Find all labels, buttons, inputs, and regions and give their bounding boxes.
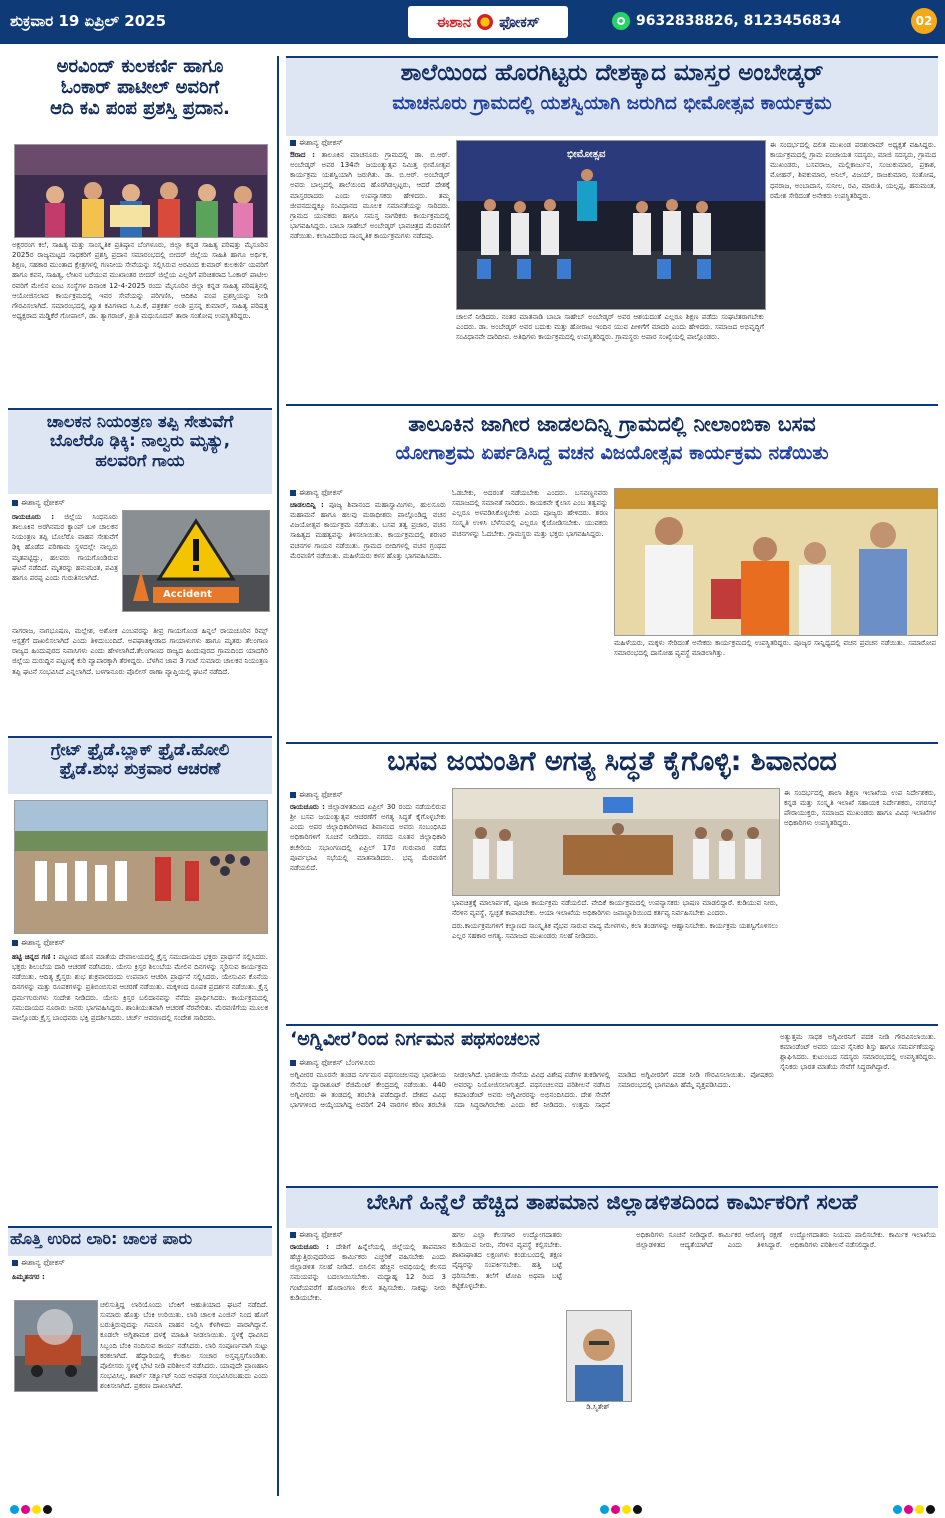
heat-headline-text: ಬೇಸಿಗೆ ಹಿನ್ನೆಲೆ ಹೆಚ್ಚಿದ ತಾಪಮಾನ ಜಿಲ್ಲಾಡಳಿತದಿಂದ ಕಾರ್ಮಿಕರಿಗೆ ಸಲಹೆ xyxy=(366,1190,858,1215)
heat-dateline: ರಾಯಚೂರು : xyxy=(290,1243,329,1251)
heat-byline-text: ಈಶಾನ್ಯ ಫೋಕಸ್ xyxy=(299,1230,343,1239)
vachana-headline xyxy=(288,412,936,484)
goodfriday-dateline: ಹಟ್ಟಿ ಚಿನ್ನದ ಗಣಿ : xyxy=(12,953,56,961)
phone-numbers: 9632838826, 8123456834 xyxy=(636,13,842,29)
column-divider xyxy=(277,56,279,1496)
byline-bullet-icon xyxy=(290,1060,296,1066)
bhimotsava-headline-line-2: ಮಾಚನೂರು ಗ್ರಾಮದಲ್ಲಿ ಯಶಸ್ವಿಯಾಗಿ ಜರುಗಿದ ಭೀಮೋತ್ಸವ ಕಾರ್ಯಕ್ರಮ xyxy=(392,93,832,115)
heat-body-left-text: ದೇಶಿಗೆ ಹಿನ್ನೆಲೆಯಲ್ಲಿ ಜಿಲ್ಲೆಯಲ್ಲಿ ತಾಪಮಾನ ಹೆಚ್ಚುತ್ತಿರುವುದರಿಂದ ಕಾರ್ಮಿಕರು ಎಚ್ಚರಿಕೆ ವಹಿಸಬೇಕು ಎಂದು ಜಿಲ್ಲಾಡಳಿತ ಸಲಹೆ ನೀಡಿದೆ. ಬಿಸಿಲಿನ ಹೆಚ್ಚಿನ ಅವಧಿಯಲ್ಲಿ ಕೆಲಸದ ಸಮಯವನ್ನು ಬದಲಾಯಿಸಬೇಕು. ಮಧ್ಯಾಹ್ನ 12 ರಿಂದ 3 ಗಂಟೆಯವರೆಗೆ ಹೊರಾಂಗಣ ಕೆಲಸ ತಪ್ಪಿಸಬೇಕು. ಸಾಕಷ್ಟು ನೀರು ಕುಡಿಯಬೇಕು. xyxy=(290,1243,446,1302)
byline-bullet-icon xyxy=(290,792,296,798)
lorry-headline-text: ಹೊತ್ತಿ ಉರಿದ ಲಾರಿ: ಚಾಲಕ ಪಾರು xyxy=(10,1230,193,1248)
accident-photo xyxy=(122,510,270,612)
agniveer-byline xyxy=(290,1056,490,1070)
registration-marks-left xyxy=(10,1505,52,1514)
byline-bullet-icon xyxy=(12,1260,18,1266)
agniveer-headline-text: ‘ಅಗ್ನಿವೀರ’ರಿಂದ ನಿರ್ಗಮನ ಪಥಸಂಚಲನ xyxy=(290,1028,540,1050)
accident-dateline: ರಾಯಚೂರು : xyxy=(12,513,55,521)
bhimotsava-body-left xyxy=(290,150,450,388)
vachana-body-left-text: ಪೂಜ್ಯ ಶಿವಾನಂದ ಮಹಾಸ್ವಾಮಿಗಳು, ಹುಲಸೂರು ಮಹಾಮನೆ ಹಾಗೂ ಹಲವು ಮಠಾಧೀಶರು ಪಾಲ್ಗೊಂಡಿದ್ದ ವಚನ ವಿಜಯೋತ್ಸವ ಕಾರ್ಯಕ್ರಮ ನಡೆಯಿತು. ಬಸವ ತತ್ವ ಪ್ರಚಾರ, ವಚನ ಸಾಹಿತ್ಯದ ಮಹತ್ವವನ್ನು ತಿಳಿಸಲಾಯಿತು. ಕಾರ್ಯಕ್ರಮದಲ್ಲಿ ಶರಣರ ವಚನಗಳ ಗಾಯನ ನಡೆಯಿತು. ಗ್ರಾಮದ ಬೀದಿಗಳಲ್ಲಿ ವಚನ ಗ್ರಂಥದ ಮೆರವಣಿಗೆ ನಡೆಯಿತು. ಮಹಿಳೆಯರು ಕಳಸ ಹೊತ್ತು ಭಾಗವಹಿಸಿದರು. xyxy=(290,501,446,560)
issue-date: ಶುಕ್ರವಾರ 19 ಏಪ್ರಿಲ್ 2025 xyxy=(10,12,167,30)
person-portrait-graphic xyxy=(567,1311,631,1401)
vachana-headline-line-1: ತಾಲೂಕಿನ ಜಾಗೀರ ಜಾಡಲದಿನ್ನಿ ಗ್ರಾಮದಲ್ಲಿ ನೀಲಾಂಬಿಕಾ ಬಸವ xyxy=(408,412,816,436)
basava-body-left xyxy=(290,802,446,1020)
bhimotsava-byline-text: ಈಶಾನ್ಯ ಫೋಕಸ್ xyxy=(299,138,343,147)
bhimotsava-byline xyxy=(290,136,450,150)
accident-body-side-text: ಜಿಲ್ಲೆಯ ಸಿಂಧನೂರು ತಾಲೂಕಿನ ಅರಗಿನಮರ ಕ್ಯಾಂಪ್ ಬಳಿ ಚಾಲಕನ ನಿಯಂತ್ರಣ ತಪ್ಪಿ ಬೊಲೆರೊ ವಾಹನ ಸೇತುವೆಗೆ ಢಿಕ್ಕಿ ಹೊಡೆದ ಪರಿಣಾಮ ಸ್ಥಳದಲ್ಲೇ ನಾಲ್ವರು ಮೃತಪಟ್ಟಿದ್ದು, ಹಲವರು ಗಾಯಗೊಂಡಿರುವ ಘಟನೆ ನಡೆದಿದೆ. ಮೃತರನ್ನು ಹನುಮಂತ, ಪವಿತ್ರ ಹಾಗೂ ಪರಪ್ಪ ಎಂದು ಗುರುತಿಸಲಾಗಿದೆ. xyxy=(12,513,118,582)
vachana-headline-line-2: ಯೋಗಾಶ್ರಮ ಏರ್ಪಡಿಸಿದ್ದ ವಚನ ವಿಜಯೋತ್ಸವ ಕಾರ್ಯಕ್ರಮ ನಡೆಯಿತು xyxy=(395,442,829,465)
lorry-body-top xyxy=(12,1272,268,1302)
goodfriday-byline-text: ಈಶಾನ್ಯ ಫೋಕಸ್ xyxy=(21,938,65,947)
accident-byline-text: ಈಶಾನ್ಯ ಫೋಕಸ್ xyxy=(21,498,65,507)
accident-byline xyxy=(12,496,268,510)
accident-body: ನಾಗರಾಜ, ನಾಗಭೂಷಣ, ಮಲ್ಲೇಶ, ಅಶೋಕ ಎಂಬವರನ್ನು ತೀವ್ರ ಗಾಯಗೊಂಡ ಹಿನ್ನಲೆ ರಾಯಚೂರಿನ ರಿಮ್ಸ್ ಆಸ್ಪತ್ರೆಗೆ ದಾಖಲಿಸಲಾಗಿದೆ ಎಂದು ತಿಳಿದುಬಂದಿದೆ. ಅಪಘಾತಕ್ಕೀಡಾದ ಗಾಯಾಳುಗಳು ಹಾಗೂ ಮೃತರು ತೆಲಂಗಾಣ ರಾಜ್ಯದ ಹಿಂದುಪುರದ ನಿವಾಸಿಗಳು ಎಂದು ಹೇಳಲಾಗಿದೆ.ತೆಲಂಗಾಣದ ರಾಜ್ಯದ ಹಿಂದುಪುರದ ಗ್ರಾಮದಿಂದ ಯಾದಗಿರಿ ಜಿಲ್ಲೆಯ ದುರುದ್ದಿನ ಪಟ್ಟಣಕ್ಕೆ ಕುರಿ ವ್ಯಾಪಾರಕ್ಕಾಗಿ ತೆರಳಿದ್ದರು. ಬೆಳಗಿನ ಜಾವ 3 ಗಂಟೆ ಸುಮಾರು ಚಾಲಕನ ನಿಯಂತ್ರಣ ತಪ್ಪಿ ಘಟನೆ ಸಂಭವಿಸಿದೆ ಎನ್ನಲಾಗಿದೆ. ಬಳಗಾನೂರು ಪೊಲೀಸ್ ಠಾಣಾ ವ್ಯಾಪ್ತಿಯಲ್ಲಿ ಘಟನೆ ನಡೆದಿದೆ. xyxy=(12,627,268,676)
accident-headline-line-3: ಹಲವರಿಗೆ ಗಾಯ xyxy=(95,450,185,470)
bhimotsava-body-left-text: ತಾಲೂಕಿನ ಮಾಚನೂರು ಗ್ರಾಮದಲ್ಲಿ ಡಾ. ಬಿ.ಆರ್. ಅಂಬೇಡ್ಕರ್ ಅವರ 134ನೇ ಜಯಂತ್ಯುತ್ಸವ ನಿಮಿತ್ತ ಭೀಮೋತ್ಸವ ಕಾರ್ಯಕ್ರಮ ಯಶಸ್ವಿಯಾಗಿ ಜರುಗಿತು. ಡಾ. ಬಿ.ಆರ್. ಅಂಬೇಡ್ಕರ್ ಅವರು ಬಾಲ್ಯದಲ್ಲಿ ಶಾಲೆಯಿಂದ ಹೊರಗಿಡಲ್ಪಟ್ಟರು, ಆದರೆ ದೇಶಕ್ಕೆ ಮಾಸ್ತರರಾದರು ಎಂದು ಉಪನ್ಯಾಸಕರು ಹೇಳಿದರು. ತಮ್ಮ ಜೀವನದುದ್ದಕ್ಕೂ ಸಂವಿಧಾನದ ಮೂಲಕ ಸಮಾನತೆಯನ್ನು ಸಾರಿದರು. ಗ್ರಾಮದ ಯುವಕರು ಹಾಗೂ ಸಮಸ್ತ ನಾಗರಿಕರು ಕಾರ್ಯಕ್ರಮದಲ್ಲಿ ಭಾಗವಹಿಸಿದ್ದರು. ಬಾಬಾ ಸಾಹೇಬ್ ಅಂಬೇಡ್ಕರ್ ಭಾವಚಿತ್ರದ ಮೆರವಣಿಗೆ ನಡೆಯಿತು. ಕಲಾವಿದರಿಂದ ಸಾಂಸ್ಕೃತಿಕ ಕಾರ್ಯಕ್ರಮಗಳು ನಡೆದವು. xyxy=(290,151,450,241)
heat-body-right: ಅಧಿಕಾರಿಗಳು ಸೂಚನೆ ನೀಡಿದ್ದಾರೆ. ಕಾರ್ಮಿಕರ ಆರೋಗ್ಯ ರಕ್ಷಣೆ ಜಿಲ್ಲಾಡಳಿತದ ಆದ್ಯತೆಯಾಗಿದೆ ಎಂದು ತಿಳಿಸಿದ್ದಾರೆ. ಉದ್ಯೋಗದಾತರು ನಿಯಮ ಪಾಲಿಸಬೇಕು. ಕಾರ್ಮಿಕ ಇಲಾಖೆಯ ಅಧಿಕಾರಿಗಳು ಪರಿಶೀಲನೆ ನಡೆಸಲಿದ್ದಾರೆ. xyxy=(636,1231,936,1250)
goodfriday-body xyxy=(12,952,268,1202)
vachana-body-left xyxy=(290,500,446,740)
heat-person-caption: ಡಿ.ಸ್ಮಿತೇಶ್ xyxy=(586,1403,610,1411)
goodfriday-byline xyxy=(12,936,268,950)
pampa-body: ಅಕ್ಷರರಂಗ ಕಲೆ, ಸಾಹಿತ್ಯ ಮತ್ತು ಸಾಂಸ್ಕೃತಿಕ ಪ್ರತಿಷ್ಠಾನ ಬೆಂಗಳೂರು, ಜಿಲ್ಲಾ ಕನ್ನಡ ಸಾಹಿತ್ಯ ಪರಿಷತ್ತು ಮೈಸೂರಿನ 2025ರ ರಾಜ್ಯಮಟ್ಟದ ಸಾಧಕರಿಗೆ ಪ್ರಶಸ್ತಿ ಪ್ರದಾನ ಸಮಾರಂಭದಲ್ಲಿ ಬೀದರ್ ಜಿಲ್ಲೆಯ ಸಾಹಿತಿ ಹಾಗೂ ಅರ್ಥಿಕ, ಶಿಕ್ಷಣ, ಸಹಕಾರ ಮುಂತಾದ ಕ್ಷೇತ್ರಗಳಲ್ಲಿ ಗಣನೀಯ ಸೇವೆಯನ್ನು ಸಲ್ಲಿಸಿರುವ ಅರವಿಂದ ಕುಮಾರ್ ಕುಲಕರ್ಣಿ ಯವರಿಗೆ ಹಾಗೂ ಕವನ, ಸಾಹಿತ್ಯ, ಲೇಖನ ಬರೆಯುವ ಮುಖಾಂತರ ಬೀದರ್ ಜಿಲ್ಲೆಯ ಎಲ್ಲರಿಗೆ ಪರಿಚಿತರಾದ ಓಂಕಾರ್ ಪಾಟೀಲ ರವರಿಗೆ ಮೇಲಿನ ಐಂಟ ಸಂಸ್ಥೆಗಳ ದಿನಾಂಕ 12-4-2025 ರಂದು ಮೈಸೂರಿನ ಜಿಲ್ಲಾ ಕನ್ನಡ ಸಾಹಿತ್ಯ ಪರಿಷತ್ತಿನಲ್ಲಿ ಆಯೋಜಿಸಲಾದ ಕಾರ್ಯಕ್ರಮದಲ್ಲಿ ಇವರ ಸೇವೆಯನ್ನು ಪರಿಗಣಿಸಿ, ಆದಿಕವಿ ಪಂಪ ಪ್ರಶಸ್ತಿಯನ್ನು ನೀಡಿ ಗೌರವಿಸಲಾಗಿದೆ. ಸಮಾರಂಭದಲ್ಲಿ ಖ್ಯಾತ ಕವಿಗಳಾದ ಸಿ.ಪಿ.ಕೆ, ಪತ್ರಕರ್ತ ಅಂಶಿ ಪ್ರಸನ್ನ ಕುಮಾರ್, ಸಾಹಿತ್ಯ ಪರಿಷತ್ತ ಅಧ್ಯಕ್ಷರಾದ ಮಡ್ಡಿಕೆರೆ ಗೋಪಾಲ್, ಡಾ. ತ್ಯಾಗರಾಜ್, ಶ್ರುತಿ ಮಧುಸೂದನ್ ತಾರಾ ಸಂತೋಷ ಉಪಸ್ಥಿತರಿದ್ದರು. xyxy=(12,241,268,320)
vachana-body-right: ಮಹಿಳೆಯರು, ಮಕ್ಕಳು ಸೇರಿದಂತೆ ಅನೇಕರು ಕಾರ್ಯಕ್ರಮದಲ್ಲಿ ಉಪಸ್ಥಿತರಿದ್ದರು. ಪೂಜ್ಯರ ಸಾನ್ನಿಧ್ಯದಲ್ಲಿ ವಚನ ಪ್ರವಚನ ನಡೆಯಿತು. ಸಮಾರೋಪ ಸಮಾರಂಭದಲ್ಲಿ ದಾಸೋಹ ವ್ಯವಸ್ಥೆ ಮಾಡಲಾಗಿತ್ತು. xyxy=(614,639,936,658)
goodfriday-headline xyxy=(10,740,270,794)
pampa-headline xyxy=(10,56,270,138)
logo-text-part2: ಫೋಕಸ್ xyxy=(499,13,540,31)
basava-dateline: ರಾಯಚೂರು : xyxy=(290,803,325,811)
basava-meeting-graphic xyxy=(453,789,779,895)
bhimotsava-photo xyxy=(456,140,766,310)
goodfriday-headline-line-1: ಗ್ರೇಟ್ ಫ್ರೈಡೆ.ಬ್ಲಾಕ್ ಫ್ರೈಡೆ.ಹೋಲಿ xyxy=(50,740,230,759)
agniveer-body: ಅಗ್ನಿವೀರರ ಮೂರನೇ ತಂಡದ ನಿರ್ಗಮನ ಪಥಸಂಚಲನವು ಭಾರತೀಯ ಸೇನೆಯ ಪ್ಯಾರಾಶೂಟ್ ರೆಜಿಮೆಂಟ್ ಕೇಂದ್ರದಲ್ಲಿ ನಡೆಯಿತು. 440 ಅಗ್ನಿವೀರರು ಈ ತಂಡದಲ್ಲಿ ತರಬೇತಿ ಪಡೆದಿದ್ದಾರೆ. ದೇಶದ ವಿವಿಧ ಭಾಗಗಳಿಂದ ಆಯ್ಕೆಯಾಗಿದ್ದ ಅವರಿಗೆ 24 ವಾರಗಳ ಕಠಿಣ ತರಬೇತಿ ನೀಡಲಾಗಿದೆ. ಭಾರತೀಯ ಸೇನೆಯ ವಿವಿಧ ವಿಶೇಷ ಪಡೆಗಳ ತುಕಡಿಗಳಲ್ಲಿ ಅವರನ್ನು ನಿಯೋಜಿಸಲಾಗುತ್ತದೆ. ಪಥಸಂಚಲನದ ಪರಿಶೀಲನೆ ನಡೆಸಿದ ಕಮಾಂಡೆಂಟ್ ಅವರು ಅಗ್ನಿವೀರರನ್ನು ಅಭಿನಂದಿಸಿದರು. ದೇಶ ಸೇವೆಗೆ ಸದಾ ಸಿದ್ಧರಾಗಿರಬೇಕು ಎಂದು ಕರೆ ನೀಡಿದರು. ಉತ್ತಮ ಸಾಧನೆ ಮಾಡಿದ ಅಗ್ನಿವೀರರಿಗೆ ಪದಕ ನೀಡಿ ಗೌರವಿಸಲಾಯಿತು. ಪೋಷಕರು ಸಮಾರಂಭದಲ್ಲಿ ಭಾಗವಹಿಸಿ ಹೆಮ್ಮೆ ವ್ಯಕ್ತಪಡಿಸಿದರು. xyxy=(290,1071,774,1110)
vachana-photo xyxy=(614,488,938,636)
goodfriday-headline-line-2: ಫ್ರೈಡೆ.ಶುಭ ಶುಕ್ರವಾರ ಆಚರಣೆ xyxy=(59,759,221,779)
registration-marks-mid xyxy=(600,1505,642,1514)
vachana-photo-graphic xyxy=(615,489,937,635)
pampa-headline-line-1: ಅರವಿಂದ್ ಕುಲಕರ್ಣಿ ಹಾಗೂ xyxy=(56,56,224,77)
accident-headline-line-1: ಚಾಲಕನ ನಿಯಂತ್ರಣ ತಪ್ಪಿ ಸೇತುವೆಗೆ xyxy=(46,412,234,431)
accident-headline-line-2: ಬೊಲೆರೊ ಢಿಕ್ಕಿ: ನಾಲ್ವರು ಮೃತ್ಯು, xyxy=(49,431,231,451)
bhimotsava-photo-banner: ಭೀಮೋತ್ಸವ xyxy=(567,149,606,160)
lorry-dateline: ಹಿಮ್ಮತನಗರ : xyxy=(12,1273,45,1281)
whatsapp-icon xyxy=(612,12,630,30)
byline-bullet-icon xyxy=(290,140,296,146)
goodfriday-body-text: ಪಟ್ಟಣದ ಹೊಸ ಮಾತೆಯ ದೇವಾಲಯದಲ್ಲಿ ಕ್ರೈಸ್ತ ಸಮುದಾಯದ ಭಕ್ತರು ಪ್ರಾರ್ಥನೆ ಸಲ್ಲಿಸಿದರು. ಭಕ್ತರು ಶಿಲುಬೆಯ ದಾರಿ ಆಚರಣೆ ನಡೆಸಿದರು. ಯೇಸು ಕ್ರಿಸ್ತರ ಶಿಲುಬೆಯ ಮೇಲಿನ ದಿನಗಳನ್ನು ಸ್ಮರಿಸುವ ಕಾರ್ಯಕ್ರಮ ನಡೆಯಿತು. ಆದಿತ್ಯ ಕ್ರೈಸ್ತರು ಶುಭ ಶುಕ್ರವಾರದಂದು ಉಪವಾಸ ಆಚರಿಸಿ ಪ್ರಾರ್ಥನೆ ಸಲ್ಲಿಸಿದರು. ಯೇಸುವಿನ ಕೊನೆಯ ದಿನಗಳನ್ನು ಮತ್ತು ರೂಪಕಗಳನ್ನು ಪ್ರತಿಬಿಂಬಿಸುವ ಆಚರಣೆ ನಡೆಯಿತು. ಮಕ್ಕಳಿಂದ ರೂಪಕ ಪ್ರದರ್ಶನ ನಡೆಯಿತು. ಕ್ರೈಸ್ತ ಧರ್ಮಗುರುಗಳು ಸಂದೇಶ ನೀಡಿದರು. ಯೇಸು ಕ್ರಿಸ್ತರ ಬಲಿದಾನವನ್ನು ನೆನೆದು ಪ್ರಾರ್ಥಿಸಿದರು. ಕಾರ್ಯಕ್ರಮದಲ್ಲಿ ಸಮುದಾಯದ ನೂರಾರು ಜನರು ಭಾಗವಹಿಸಿದ್ದರು. ಶಾಂತಿಯುತವಾಗಿ ಆಚರಣೆ ನೆರವೇರಿತು. ಮೆರವಣಿಗೆಯ ಮೂಲಕ ಪಾಲ್ಗೊಂಡು ಕ್ರೈಸ್ತ ಬಾಂಧವರು ಭಕ್ತಿ ಪ್ರದರ್ಶಿಸಿದರು. ಚರ್ಚ್ ಆವರಣದಲ್ಲಿ ಸಂದೇಶ ಸಾರಿದರು. xyxy=(12,953,268,1022)
bhimotsava-headline-line-1: ಶಾಲೆಯಿಂದ ಹೊರಗಿಟ್ಟರು ದೇಶಕ್ಕಾದ ಮಾಸ್ತರ ಅಂಬೇಡ್ಕರ್ xyxy=(400,60,824,86)
byline-bullet-icon xyxy=(12,940,18,946)
heat-headline xyxy=(288,1190,936,1224)
vachana-byline-text: ಈಶಾನ್ಯ ಫೋಕಸ್ xyxy=(299,488,343,497)
basava-body-bottom-text: ದರು.ಕಾರ್ಯಕ್ರಮಗಳಿಗೆ ಕಲ್ಯಾಣದ ಸಾಂಸ್ಕೃತಿಕ ವೈಭವ ಸಾರುವ ವಾದ್ಯ ಮೇಳಗಳು, ಕಲಾ ತಂಡಗಳನ್ನು ಆಹ್ವಾನಿಸಬೇಕು. ಕಾರ್ಯಕ್ರಮ ಯಶಸ್ವಿಗೊಳಿಸಲು ಎಲ್ಲರ ಸಹಕಾರ ಅಗತ್ಯ. ಸಮಾಜದ ಮುಖಂಡರು ಸಲಹೆ ನೀಡಿದರು. xyxy=(452,922,778,941)
bhimotsava-headline xyxy=(288,60,936,134)
lorry-byline-text: ಈಶಾನ್ಯ ಫೋಕಸ್ xyxy=(21,1258,65,1267)
pampa-headline-line-3: ಆದಿ ಕವಿ ಪಂಪ ಪ್ರಶಸ್ತಿ ಪ್ರದಾನ. xyxy=(50,98,230,120)
byline-bullet-icon xyxy=(12,500,18,506)
masthead xyxy=(0,0,945,44)
goodfriday-photo-graphic xyxy=(15,801,267,933)
section-rule xyxy=(286,1024,938,1026)
basava-byline xyxy=(290,788,446,802)
section-rule xyxy=(286,404,938,406)
basava-meeting-photo xyxy=(452,788,780,896)
lorry-fire-graphic xyxy=(15,1301,97,1391)
lorry-headline xyxy=(10,1230,270,1254)
vachana-byline xyxy=(290,486,446,500)
byline-bullet-icon xyxy=(290,1232,296,1238)
lorry-photo xyxy=(14,1300,98,1392)
bhimotsava-stage-graphic xyxy=(457,141,765,309)
basava-headline-text: ಬಸವ ಜಯಂತಿಗೆ ಅಗತ್ಯ ಸಿದ್ಧತೆ ಕೈಗೊಳ್ಳಿ: ಶಿವಾನಂದ xyxy=(387,746,837,777)
section-rule xyxy=(286,742,938,744)
heat-body-left xyxy=(290,1242,446,1482)
lorry-body: ಚಲಿಸುತ್ತಿದ್ದ ಲಾರಿಯೊಂದು ಬೆಂಕಿಗೆ ಆಹುತಿಯಾದ ಘಟನೆ ನಡೆದಿದೆ. ಸುಮಾರು ಹೊತ್ತು ಬೆಂಕಿ ಉರಿಯಿತು. ಲಾರಿ ಚಾಲಕ ಎಂಜಿನ್ ನಿಂದ ಹೊಗೆ ಬರುತ್ತಿರುವುದನ್ನು ಗಮನಿಸಿ ವಾಹನ ನಿಲ್ಲಿಸಿ ಕೆಳಗಿಳಿದು ಪಾರಾಗಿದ್ದಾನೆ. ಕೂಡಲೇ ಅಗ್ನಿಶಾಮಕ ದಳಕ್ಕೆ ಮಾಹಿತಿ ನೀಡಲಾಯಿತು. ಸ್ಥಳಕ್ಕೆ ಧಾವಿಸಿದ ಸಿಬ್ಬಂದಿ ಬೆಂಕಿ ನಂದಿಸುವ ಕಾರ್ಯ ನಡೆಸಿದರು. ಲಾರಿ ಸಂಪೂರ್ಣವಾಗಿ ಸುಟ್ಟು ಕರಕಲಾಗಿದೆ. ಹೆದ್ದಾರಿಯಲ್ಲಿ ಕೆಲಕಾಲ ಸಂಚಾರ ಅಸ್ತವ್ಯಸ್ತಗೊಂಡಿತು. ಪೊಲೀಸರು ಸ್ಥಳಕ್ಕೆ ಭೇಟಿ ನೀಡಿ ಪರಿಶೀಲನೆ ನಡೆಸಿದರು. ಯಾವುದೇ ಪ್ರಾಣಹಾನಿ ಸಂಭವಿಸಿಲ್ಲ. ಶಾರ್ಟ್ ಸರ್ಕ್ಯೂಟ್ ನಿಂದ ಅವಘಡ ಸಂಭವಿಸಿರಬಹುದು ಎಂದು ಶಂಕಿಸಲಾಗಿದೆ. ಪ್ರಕರಣ ದಾಖಲಾಗಿದೆ. xyxy=(100,1301,268,1391)
newspaper-logo[interactable] xyxy=(408,6,568,38)
agniveer-byline-text: ಈಶಾನ್ಯ ಫೋಕಸ್ ಬೆಂಗಳೂರು xyxy=(299,1058,376,1067)
logo-emblem-icon xyxy=(477,14,493,30)
goodfriday-photo xyxy=(14,800,268,934)
accident-image-caption: Accident xyxy=(163,589,212,600)
basava-body-left-text: ಜಿಲ್ಲಾಡಳಿತದಿಂದ ಏಪ್ರಿಲ್ 30 ರಂದು ನಡೆಯಲಿರುವ ಶ್ರೀ ಬಸವ ಜಯಂತ್ಯುತ್ಸವ ಆಚರಣೆಗೆ ಅಗತ್ಯ ಸಿದ್ಧತೆ ಕೈಗೊಳ್ಳಬೇಕು ಎಂದು ಅಪರ ಜಿಲ್ಲಾಧಿಕಾರಿಗಳಾದ ಶಿವಾನಂದ ಅವರು ಸಂಬಂಧಿಸಿದ ಅಧಿಕಾರಿಗಳಿಗೆ ಸೂಚನೆ ನೀಡಿದರು. ನಗರದ ನೂತನ ಜಿಲ್ಲಾಧಿಕಾರಿ ಕಚೇರಿಯ ಸಭಾಂಗಣದಲ್ಲಿ ಏಪ್ರಿಲ್ 17ರ ಗುರುವಾರ ನಡೆದ ಪೂರ್ವಭಾವಿ ಸಭೆಯಲ್ಲಿ ಮಾತನಾಡಿದರು. ಭವ್ಯ ಮೆರವಣಿಗೆ ನಡೆಯಲಿದೆ. xyxy=(290,803,446,872)
basava-headline xyxy=(288,746,936,786)
logo-text-part1: ಈಶಾನ xyxy=(436,13,472,31)
pampa-award-photo xyxy=(14,144,268,238)
contact-phone xyxy=(612,12,841,30)
heat-person-photo xyxy=(566,1310,632,1402)
vachana-dateline: ಚಾಡಲದಿನ್ನಿ : xyxy=(290,501,324,509)
agniveer-headline xyxy=(290,1028,760,1056)
vachana-body-mid: ಓಡಬೇಕು, ಅದರಂತೆ ನಡೆಯಬೇಕು ಎಂದರು. ಬಸವಣ್ಣನವರು ಸಮಾಜದಲ್ಲಿ ಸಮಾನತೆ ಸಾರಿದರು. ಕಾಯಕವೇ ಕೈಲಾಸ ಎಂಬ ತತ್ವವನ್ನು ಎಲ್ಲರೂ ಅಳವಡಿಸಿಕೊಳ್ಳಬೇಕು ಎಂದು ಪೂಜ್ಯರು ಹೇಳಿದರು. ಶರಣ ಸಂಸ್ಕೃತಿ ಉಳಿಸಿ ಬೆಳೆಸುವಲ್ಲಿ ಎಲ್ಲರೂ ಕೈಜೋಡಿಸಬೇಕು. ಯುವಕರು ವಚನಗಳನ್ನು ಓದಬೇಕು. ಗ್ರಾಮಸ್ಥರು ಮತ್ತು ಭಕ್ತರು ಭಾಗವಹಿಸಿದ್ದರು. xyxy=(452,489,608,538)
bhimotsava-body-mid: ಚಾಲನೆ ನೀಡಿದರು. ನಂತರ ಮಾತನಾಡಿ ಬಾಬಾ ಸಾಹೇಬ್ ಅಂಬೇಡ್ಕರ್ ಅವರ ಆಶಯದಂತೆ ಎಲ್ಲರೂ ಶಿಕ್ಷಣ ಪಡೆದು ಸಂಘಟಿತರಾಗಬೇಕು ಎಂದರು. ಡಾ. ಅಂಬೇಡ್ಕರ್ ಅವರ ಬದುಕು ಮತ್ತು ಹೋರಾಟ ಇಂದಿನ ಯುವ ಪೀಳಿಗೆಗೆ ಮಾದರಿ ಎಂದು ಹೇಳಿದರು. ಸಮಾಜದ ಅಭಿವೃದ್ಧಿಗೆ ಸಂವಿಧಾನವೇ ದಾರಿದೀಪ. ಅತಿಥಿಗಳು ಕಾರ್ಯಕ್ರಮದಲ್ಲಿ ಉಪಸ್ಥಿತರಿದ್ದರು. ಗ್ರಾಮಸ್ಥರು ಅಪಾರ ಸಂಖ್ಯೆಯಲ್ಲಿ ಪಾಲ್ಗೊಂಡರು. xyxy=(456,313,764,342)
registration-marks-right xyxy=(893,1505,935,1514)
byline-bullet-icon xyxy=(290,490,296,496)
basava-body-bottom xyxy=(452,898,778,1020)
basava-body-mid-text: ಭಾವಚಿತ್ರಕ್ಕೆ ಮಾಲಾರ್ಪಣೆ, ಪೂಜಾ ಕಾರ್ಯಕ್ರಮ ನಡೆಯಲಿದೆ. ವೇದಿಕೆ ಕಾರ್ಯಕ್ರಮದಲ್ಲಿ ಉಪನ್ಯಾಸಕರು ಭಾಷಣ ಮಾಡಲಿದ್ದಾರೆ. ಕುಡಿಯುವ ನೀರು, ನೆರಳಿನ ವ್ಯವಸ್ಥೆ, ಸ್ವಚ್ಛತೆ ಕಾಪಾಡಬೇಕು. ಆಯಾ ಇಲಾಖೆಯ ಅಧಿಕಾರಿಗಳು ಜವಾಬ್ದಾರಿಯಿಂದ ಕರ್ತವ್ಯ ನಿರ್ವಹಿಸಬೇಕು ಎಂದರು. xyxy=(452,899,778,918)
heat-byline xyxy=(290,1228,446,1242)
page-number: 02 xyxy=(911,8,937,34)
heat-body-mid: ಹಗಲ ಎಲ್ಲಾ ಕೆಲಸಗಾರ ಉದ್ಯೋಗದಾತರು ಕುಡಿಯುವ ನೀರು, ನೆರಳಿನ ವ್ಯವಸ್ಥೆ ಕಲ್ಪಿಸಬೇಕು. ಶಾಖಾಘಾತದ ಲಕ್ಷಣಗಳು ಕಂಡುಬಂದಲ್ಲಿ ತಕ್ಷಣ ವೈದ್ಯರನ್ನು ಸಂಪರ್ಕಿಸಬೇಕು. ಹತ್ತಿ ಬಟ್ಟೆ ಧರಿಸಬೇಕು. ತಲೆಗೆ ಟೋಪಿ ಅಥವಾ ಬಟ್ಟೆ ಕಟ್ಟಿಕೊಳ್ಳಬೇಕು. xyxy=(452,1231,562,1290)
accident-body-side xyxy=(12,512,118,624)
accident-headline xyxy=(10,412,270,492)
bhimotsava-body-right: ಈ ಸಂದರ್ಭದಲ್ಲಿ ದಲಿತ ಮುಖಂಡ ಪರಶುರಾಮ್ ಅಧ್ಯಕ್ಷತೆ ವಹಿಸಿದ್ದರು. ಕಾರ್ಯಕ್ರಮದಲ್ಲಿ ಗ್ರಾಮ ಪಂಚಾಯತ ಸದಸ್ಯರು, ಮಾಜಿ ಸದಸ್ಯರು, ಗ್ರಾಮದ ಮುಖಂಡರು, ಬಸವರಾಜ, ಮಲ್ಲಿಕಾರ್ಜುನ, ಸಂಜುಕುಮಾರ, ಪ್ರಕಾಶ, ಮೋಹನ್, ಶಿವಕುಮಾರ, ಅನಿಲ್, ವಿಜಯ್, ರಾಜಕುಮಾರ, ಸಂತೋಷ, ಧನರಾಜ, ಅಂಬಾದಾಸ, ಸುನೀಲ, ರವಿ, ಮಾರುತಿ, ಯಲ್ಲಪ್ಪ, ಹನುಮಂತ, ರಮೇಶ ಸೇರಿದಂತೆ ಅನೇಕರು ಉಪಸ್ಥಿತರಿದ್ದರು. xyxy=(770,141,936,200)
pampa-award-photo-graphic xyxy=(15,145,267,237)
basava-body-right: ಈ ಸಂದರ್ಭದಲ್ಲಿ ಶಾಲಾ ಶಿಕ್ಷಣ ಇಲಾಖೆಯ ಉಪ ನಿರ್ದೇಶಕರು, ಕನ್ನಡ ಮತ್ತು ಸಂಸ್ಕೃತಿ ಇಲಾಖೆ ಸಹಾಯಕ ನಿರ್ದೇಶಕರು, ನಗರಸಭೆ ಪೌರಾಯುಕ್ತರು, ಸಮಾಜದ ಮುಖಂಡರು ಹಾಗೂ ವಿವಿಧ ಇಲಾಖೆಗಳ ಅಧಿಕಾರಿಗಳು ಉಪಸ್ಥಿತರಿದ್ದರು. xyxy=(784,789,936,828)
bhimotsava-dateline: ಔರಾದ : xyxy=(290,151,315,159)
pampa-headline-line-2: ಓಂಕಾರ್ ಪಾಟೀಲ್ ಅವರಿಗೆ xyxy=(60,77,220,99)
basava-byline-text: ಈಶಾನ್ಯ ಫೋಕಸ್ xyxy=(299,790,343,799)
lorry-byline xyxy=(12,1256,268,1270)
agniveer-body-right: ಅತ್ಯುತ್ತಮ ಸಾಧಕ ಅಗ್ನಿವೀರನಿಗೆ ಪದಕ ನೀಡಿ ಗೌರವಿಸಲಾಯಿತು. ಕಮಾಂಡೆಂಟ್ ಅವರು ಯುವ ಸೈನಿಕರ ಶಿಸ್ತು ಹಾಗೂ ಸಮರ್ಪಣೆಯನ್ನು ಶ್ಲಾಘಿಸಿದರು. ಕುಟುಂಬದ ಸದಸ್ಯರು ಸಮಾರಂಭದಲ್ಲಿ ಉಪಸ್ಥಿತರಿದ್ದರು. ಸೈನಿಕರು ಭಾರತ ಮಾತೆಯ ಸೇವೆಗೆ ಸಿದ್ಧರಾಗಿದ್ದಾರೆ. xyxy=(780,1033,936,1072)
